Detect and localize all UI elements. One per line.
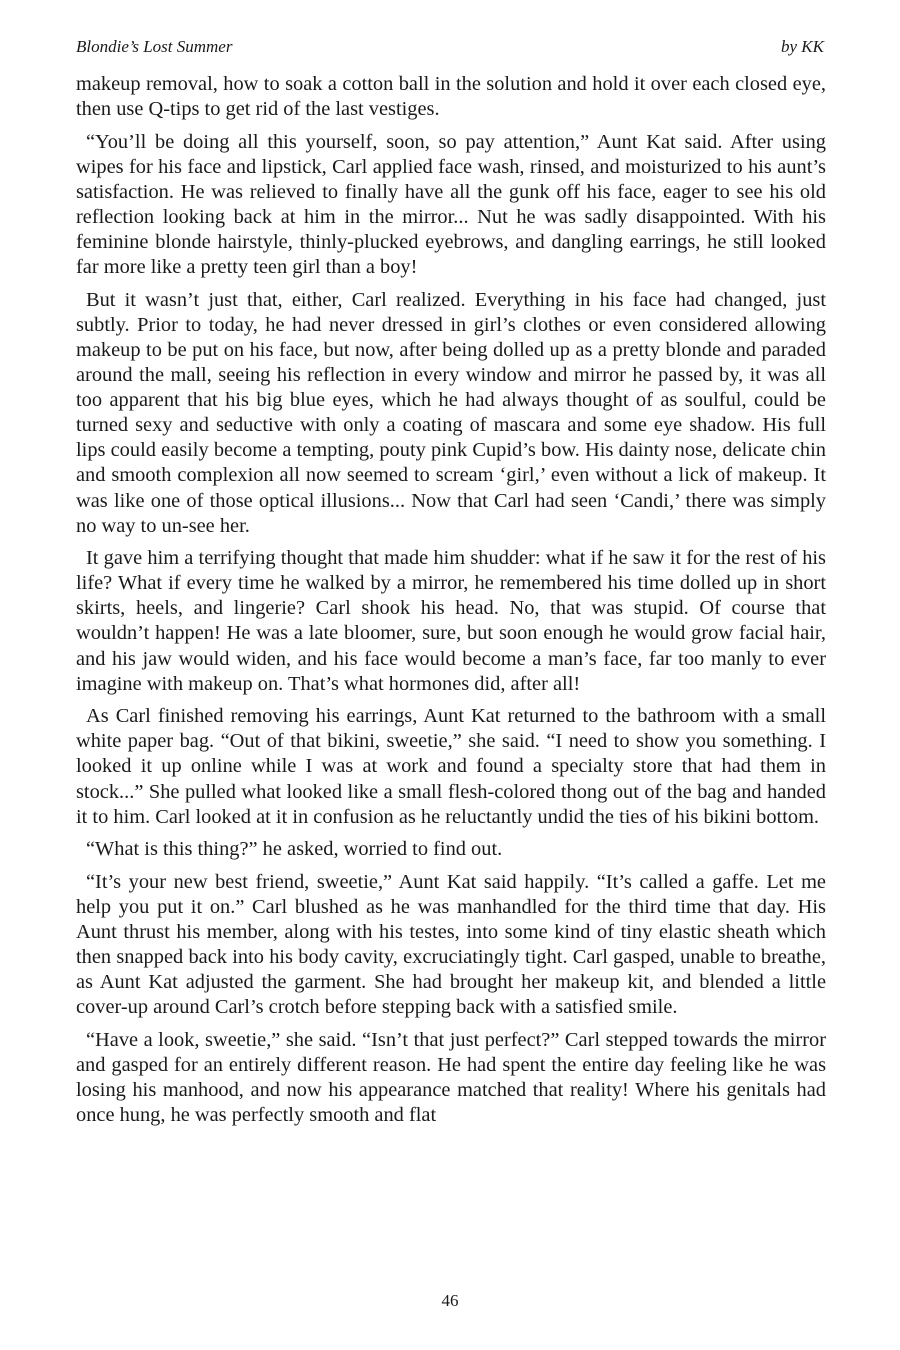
- paragraph: “You’ll be doing all this yourself, soon, so pay attention,” Aunt Kat said. After using wipes for his face and lipstick, Carl applied face wash, rinsed, and moisturized to his aunt’s satisfaction. He was relieved to finally have all the gunk off his face, eager to see his old reflection looking back at him in the mirror... Nut he was sadly disappointed. With his feminine blonde hairstyle, thinly-plucked eyebrows, and dangling earrings, he still looked far more like a pretty teen girl than a boy!: [76, 130, 826, 279]
- body-text: [76, 72, 826, 1136]
- paragraph: But it wasn’t just that, either, Carl realized. Everything in his face had changed, just subtly. Prior to today, he had never dressed in girl’s clothes or even considered allowing makeup to be put on his face, but now, after being dolled up as a pretty blonde and paraded around the mall, seeing his reflection in every window and mirror he passed by, it was all too apparent that his big blue eyes, which he had always thought of as soulful, could be turned sexy and seductive with only a coating of mascara and some eye shadow. His full lips could easily become a tempting, pouty pink Cupid’s bow. His dainty nose, delicate chin and smooth complexion all now seemed to scream ‘girl,’ even without a lick of makeup. It was like one of those optical illusions... Now that Carl had seen ‘Candi,’ there was simply no way to un-see her.: [76, 288, 826, 537]
- paragraph: “Have a look, sweetie,” she said. “Isn’t that just perfect?” Carl stepped towards the mirror and gasped for an entirely different reason. He had spent the entire day feeling like he was losing his manhood, and now his appearance matched that reality! Where his genitals had once hung, he was perfectly smooth and flat: [76, 1028, 826, 1127]
- paragraph: It gave him a terrifying thought that made him shudder: what if he saw it for the rest of his life? What if every time he walked by a mirror, he remembered his time dolled up in short skirts, heels, and lingerie? Carl shook his head. No, that was stupid. Of course that wouldn’t happen! He was a late bloomer, sure, but soon enough he would grow facial hair, and his jaw would widen, and his face would become a man’s face, far too manly to ever imagine with makeup on. That’s what hormones did, after all!: [76, 547, 826, 695]
- paragraph: “What is this thing?” he asked, worried to find out.: [86, 838, 503, 861]
- paragraph: “It’s your new best friend, sweetie,” Aunt Kat said happily. “It’s called a gaffe. Let me help you put it on.” Carl blushed as he was manhandled for the third time that day. His Aunt thrust his member, along with his testes, into some kind of tiny elastic sheath which then snapped back into his body cavity, excruciatingly tight. Carl gasped, unable to breathe, as Aunt Kat adjusted the garment. She had brought her makeup kit, and blended a little cover-up around Carl’s crotch before stepping back with a satisfied smile.: [76, 870, 826, 1019]
- author-credit: by KK: [781, 37, 824, 56]
- page-number: 46: [441, 1291, 459, 1310]
- book-title: Blondie’s Lost Summer: [76, 37, 233, 56]
- running-header: [76, 36, 824, 58]
- paragraph: makeup removal, how to soak a cotton ball in the solution and hold it over each closed eye, then use Q-tips to get rid of the last vestiges.: [76, 73, 826, 121]
- paragraph: As Carl finished removing his earrings, Aunt Kat returned to the bathroom with a small white paper bag. “Out of that bikini, sweetie,” she said. “I need to show you something. I looked it up online while I was at work and found a specialty store that had them in stock...” She pulled what looked like a small flesh-colored thong out of the bag and handed it to him. Carl looked at it in confusion as he reluctantly undid the ties of his bikini bottom.: [76, 705, 826, 828]
